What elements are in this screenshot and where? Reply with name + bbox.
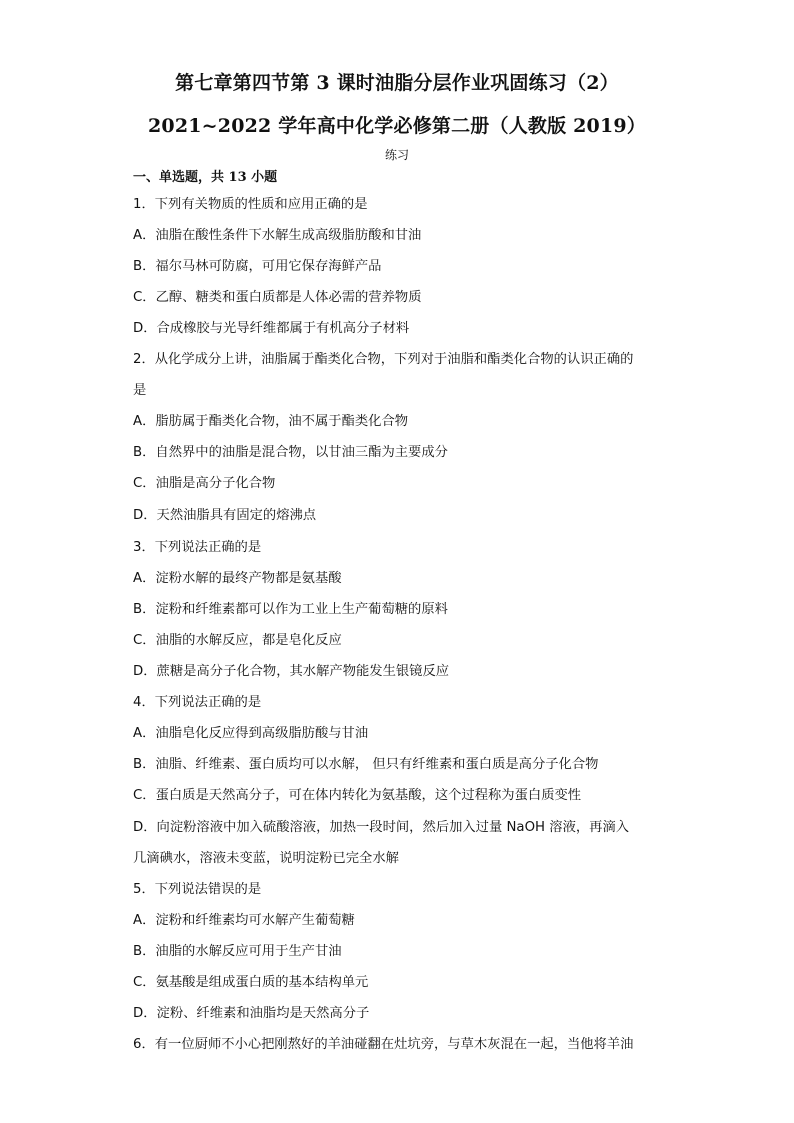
question-2-stem-cont: 是 xyxy=(133,383,147,398)
question-2-option-c: C．油脂是高分子化合物 xyxy=(133,476,276,491)
document-title-line-1: 第七章第四节第 3 课时油脂分层作业巩固练习（2） xyxy=(175,72,619,94)
question-3-option-c: C．油脂的水解反应，都是皂化反应 xyxy=(133,633,342,648)
question-4-option-a: A．油脂皂化反应得到高级脂肪酸与甘油 xyxy=(133,726,369,741)
question-2-option-d: D．天然油脂具有固定的熔沸点 xyxy=(133,508,317,523)
question-5-option-c: C．氨基酸是组成蛋白质的基本结构单元 xyxy=(133,975,369,990)
question-4-option-c: C．蛋白质是天然高分子，可在体内转化为氨基酸，这个过程称为蛋白质变性 xyxy=(133,788,582,803)
question-4-option-d-cont: 几滴碘水，溶液未变蓝，说明淀粉已完全水解 xyxy=(133,851,399,866)
question-5-stem: 5．下列说法错误的是 xyxy=(133,882,262,897)
question-4-option-b: B．油脂、纤维素、蛋白质均可以水解， 但只有纤维素和蛋白质是高分子化合物 xyxy=(133,757,599,772)
question-3-option-b: B．淀粉和纤维素都可以作为工业上生产葡萄糖的原料 xyxy=(133,602,448,617)
question-5-option-a: A．淀粉和纤维素均可水解产生葡萄糖 xyxy=(133,913,355,928)
question-2-stem: 2．从化学成分上讲，油脂属于酯类化合物，下列对于油脂和酯类化合物的认识正确的 xyxy=(133,352,634,367)
question-6-stem: 6．有一位厨师不小心把刚熬好的羊油碰翻在灶坑旁，与草木灰混在一起，当他将羊油 xyxy=(133,1037,634,1052)
question-1-option-c: C．乙醇、糖类和蛋白质都是人体必需的营养物质 xyxy=(133,290,422,305)
question-3-option-d: D．蔗糖是高分子化合物，其水解产物能发生银镜反应 xyxy=(133,664,450,679)
question-2-option-b: B．自然界中的油脂是混合物，以甘油三酯为主要成分 xyxy=(133,445,448,460)
document-subtitle: 练习 xyxy=(384,148,409,162)
question-4-stem: 4．下列说法正确的是 xyxy=(133,695,262,710)
question-1-stem: 1．下列有关物质的性质和应用正确的是 xyxy=(133,197,368,212)
question-3-stem: 3．下列说法正确的是 xyxy=(133,540,262,555)
question-3-option-a: A．淀粉水解的最终产物都是氨基酸 xyxy=(133,571,342,586)
question-1-option-d: D．合成橡胶与光导纤维都属于有机高分子材料 xyxy=(133,321,410,336)
section-heading: 一、单选题，共 13 小题 xyxy=(133,170,278,185)
question-2-option-a: A．脂肪属于酯类化合物，油不属于酯类化合物 xyxy=(133,414,409,429)
question-4-option-d: D．向淀粉溶液中加入硫酸溶液，加热一段时间，然后加入过量 NaOH 溶液，再滴入 xyxy=(133,820,630,835)
question-1-option-a: A．油脂在酸性条件下水解生成高级脂肪酸和甘油 xyxy=(133,228,422,243)
document-title-line-2: 2021~2022 学年高中化学必修第二册（人教版 2019） xyxy=(148,115,646,137)
question-5-option-b: B．油脂的水解反应可用于生产甘油 xyxy=(133,944,342,959)
question-5-option-d: D．淀粉、纤维素和油脂均是天然高分子 xyxy=(133,1006,370,1021)
question-1-option-b: B．福尔马林可防腐，可用它保存海鲜产品 xyxy=(133,259,382,274)
